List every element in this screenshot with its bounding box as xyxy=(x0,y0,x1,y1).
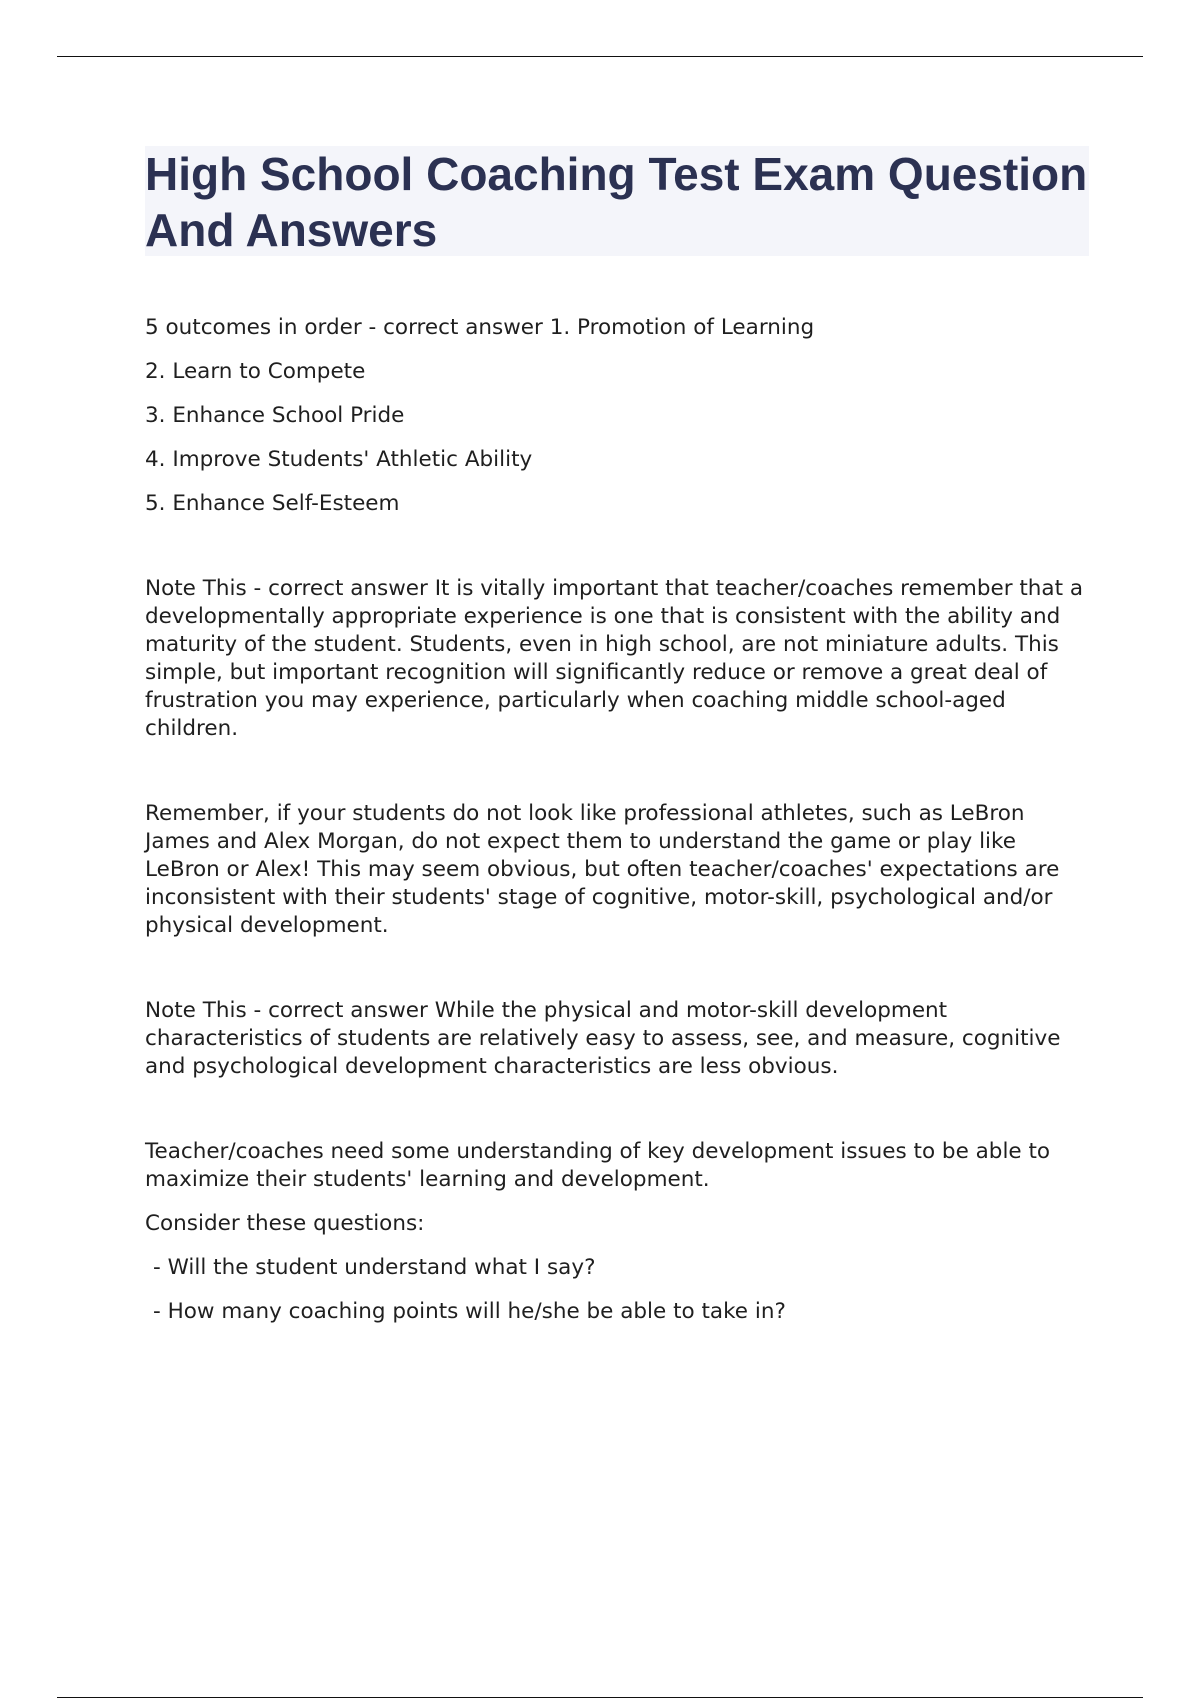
page-title: High School Coaching Test Exam Question And Answers xyxy=(145,148,1088,256)
remember-paragraph: Remember, if your students do not look like professional athletes, such as LeBron James and Alex Morgan, do not expect them to understand the game or play like LeBron or Alex! This may seem obvious, but often teacher/coaches' expectations are inconsistent with their students' stage of cognitive, motor-skill, psychological and/or physical development. xyxy=(145,801,1060,938)
title-block xyxy=(145,146,1089,256)
outcome-item: 4. Improve Students' Athletic Ability xyxy=(145,447,533,472)
document-body xyxy=(145,314,1090,1326)
note-paragraph: Note This - correct answer It is vitally important that teacher/coaches remember that a developmentally appropriate experience is one that is consistent with the ability and maturity of the student. Students, even in high school, are not miniature adults. This simple, but important recognition will significantly reduce or remove a great deal of frustration you may experience, particularly when coaching middle school-aged children. xyxy=(145,576,1084,741)
question-bullet: - Will the student understand what I say? xyxy=(153,1255,596,1280)
outcome-question: 5 outcomes in order - correct answer 1. Promotion of Learning xyxy=(145,315,815,340)
question-bullet: - How many coaching points will he/she be able to take in? xyxy=(153,1299,786,1324)
bottom-divider xyxy=(57,1697,1143,1698)
questions-prompt: Consider these questions: xyxy=(145,1211,425,1236)
outcomes-list xyxy=(145,314,1090,518)
top-divider xyxy=(57,56,1143,57)
outcome-item: 2. Learn to Compete xyxy=(145,359,366,384)
outcome-item: 5. Enhance Self-Esteem xyxy=(145,491,400,516)
development-paragraph: Teacher/coaches need some understanding of key development issues to be able to maximize their students' learning and development. xyxy=(145,1139,1051,1192)
note-paragraph: Note This - correct answer While the physical and motor-skill development characteristics of students are relatively easy to assess, see, and measure, cognitive and psychological development characteristics are less obvious. xyxy=(145,998,1061,1079)
outcome-item: 3. Enhance School Pride xyxy=(145,403,405,428)
